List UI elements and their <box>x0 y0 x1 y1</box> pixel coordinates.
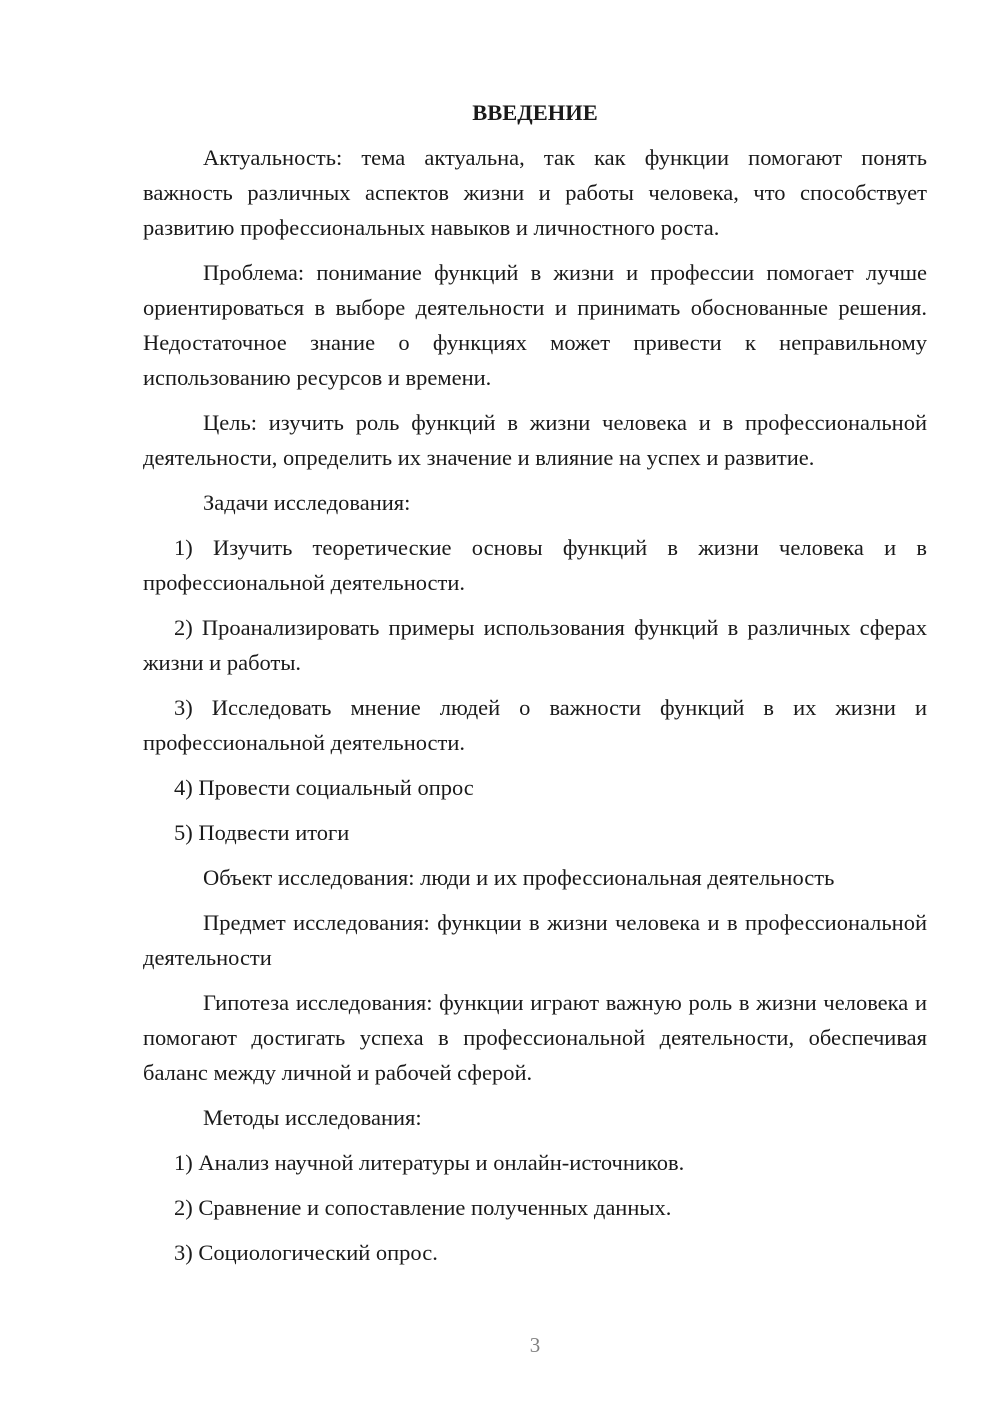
goal-paragraph: Цель: изучить роль функций в жизни человека и в профессиональной деятельности, определить их значение и влияние на успех и развитие. <box>143 410 927 470</box>
hypothesis-paragraph: Гипотеза исследования: функции играют важную роль в жизни человека и помогают достигать успеха в профессиональной деятельности, обеспечивая баланс между личной и рабочей сферой. <box>143 990 927 1085</box>
method-item: 2) Сравнение и сопоставление полученных данных. <box>174 1195 672 1220</box>
task-item: 1) Изучить теоретические основы функций в жизни человека и в профессиональной деятельности. <box>143 535 927 595</box>
subject-paragraph: Предмет исследования: функции в жизни человека и в профессиональной деятельности <box>143 910 927 970</box>
task-item: 5) Подвести итоги <box>174 820 350 845</box>
page-title: ВВЕДЕНИЕ <box>472 100 598 125</box>
task-item: 4) Провести социальный опрос <box>174 775 474 800</box>
page-content <box>143 95 927 1280</box>
task-item: 2) Проанализировать примеры использования функций в различных сферах жизни и работы. <box>143 615 927 675</box>
problem-paragraph: Проблема: понимание функций в жизни и профессии помогает лучше ориентироваться в выборе деятельности и принимать обоснованные решения. Недостаточное знание о функциях может привести к неправильному использованию ресурсов и времени. <box>143 260 927 390</box>
page-number: 3 <box>529 1333 541 1357</box>
object-paragraph: Объект исследования: люди и их профессиональная деятельность <box>203 865 835 890</box>
method-item: 1) Анализ научной литературы и онлайн-источников. <box>174 1150 685 1175</box>
method-item: 3) Социологический опрос. <box>174 1240 438 1265</box>
methods-heading: Методы исследования: <box>203 1105 422 1130</box>
relevance-paragraph: Актуальность: тема актуальна, так как функции помогают понять важность различных аспектов жизни и работы человека, что способствует развитию профессиональных навыков и личностного роста. <box>143 145 927 240</box>
tasks-heading: Задачи исследования: <box>203 490 411 515</box>
task-item: 3) Исследовать мнение людей о важности функций в их жизни и профессиональной деятельности. <box>143 695 927 755</box>
